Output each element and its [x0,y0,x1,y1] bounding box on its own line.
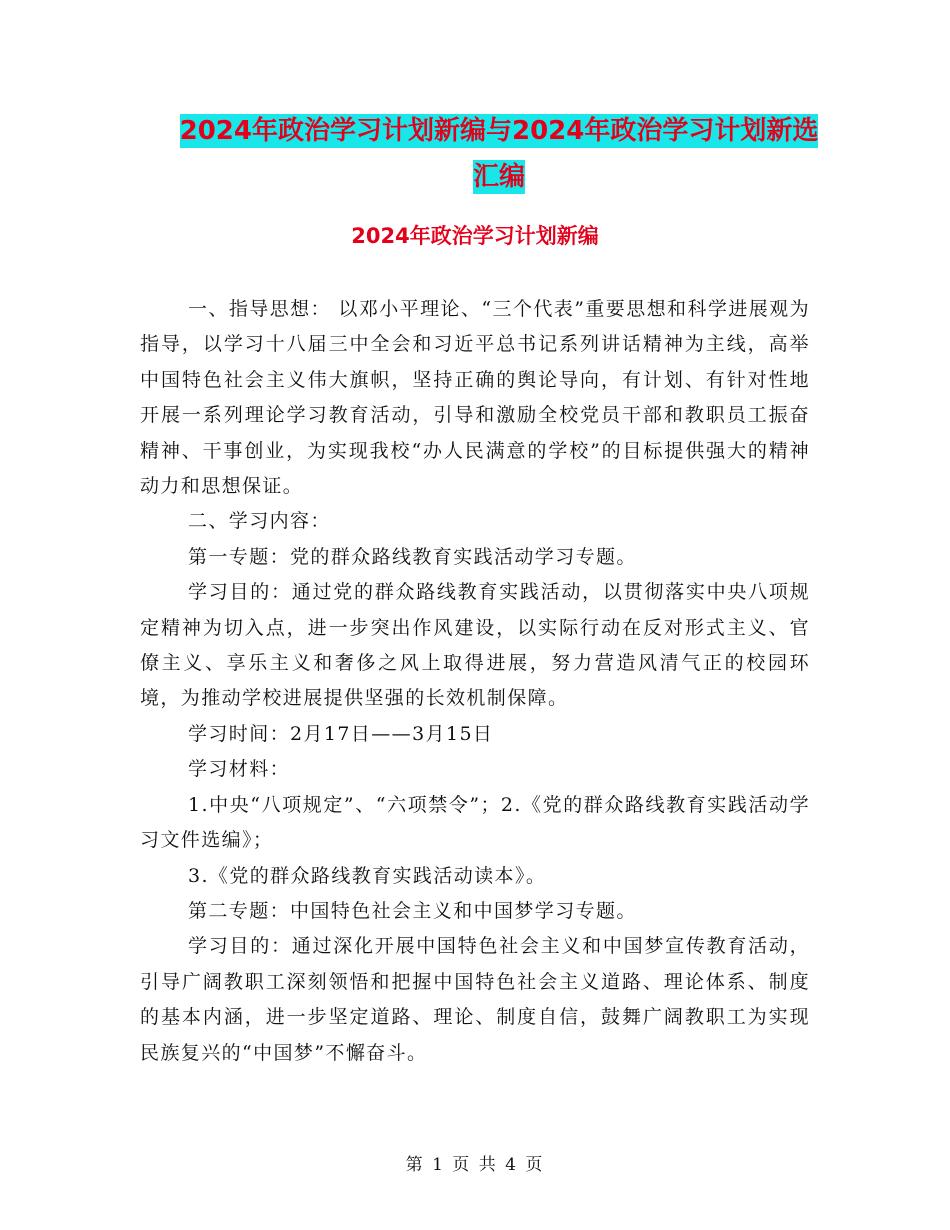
paragraph-topic-one-purpose: 学习目的：通过党的群众路线教育实践活动，以贯彻落实中央八项规定精神为切入点，进一步突出作风建设，以实际行动在反对形式主义、官僚主义、享乐主义和奢侈之风上取得进展，努力营造风清气正的校园环境，为推动学校进展提供坚强的长效机制保障。 [140,581,810,710]
paragraph-topic-two-purpose: 学习目的：通过深化开展中国特色社会主义和中国梦宣传教育活动，引导广阔教职工深刻领悟和把握中国特色社会主义道路、理论体系、制度的基本内涵，进一步坚定道路、理论、制度自信，鼓舞广阔教职工为实现民族复兴的“中国梦”不懈奋斗。 [140,935,810,1064]
paragraph-topic-two: 第二专题：中国特色社会主义和中国梦学习专题。 [188,899,637,922]
section-title: 2024年政治学习计划新编 [351,224,599,248]
document-body [140,292,810,1071]
paragraph-topic-one-time: 学习时间：2月17日——3月15日 [188,722,494,745]
title-line-1: 2024年政治学习计划新编与2024年政治学习计划新选 [179,116,819,146]
paragraph-topic-one-materials-heading: 学习材料： [188,758,291,781]
paragraph-guiding-thought: 一、指导思想： 以邓小平理论、“三个代表”重要思想和科学进展观为指导，以学习十八届三中全会和习近平总书记系列讲话精神为主线，高举中国特色社会主义伟大旗帜，坚持正确的舆论导向，有计划、有针对性地开展一系列理论学习教育活动，引导和激励全校党员干部和教职员工振奋精神、干事创业，为实现我校“办人民满意的学校”的目标提供强大的精神动力和思想保证。 [140,298,810,498]
paragraph-topic-one-materials-item3: 3.《党的群众路线教育实践活动读本》。 [188,864,547,887]
document-title [140,108,858,200]
paragraph-study-content-heading: 二、学习内容： [188,510,331,533]
page-footer: 第 1 页 共 4 页 [405,1155,545,1175]
paragraph-topic-one: 第一专题：党的群众路线教育实践活动学习专题。 [188,545,637,568]
title-line-2: 汇编 [472,162,525,192]
paragraph-topic-one-materials-list: 1.中央“八项规定”、“六项禁令”；2.《党的群众路线教育实践活动学习文件选编》； [140,793,810,852]
